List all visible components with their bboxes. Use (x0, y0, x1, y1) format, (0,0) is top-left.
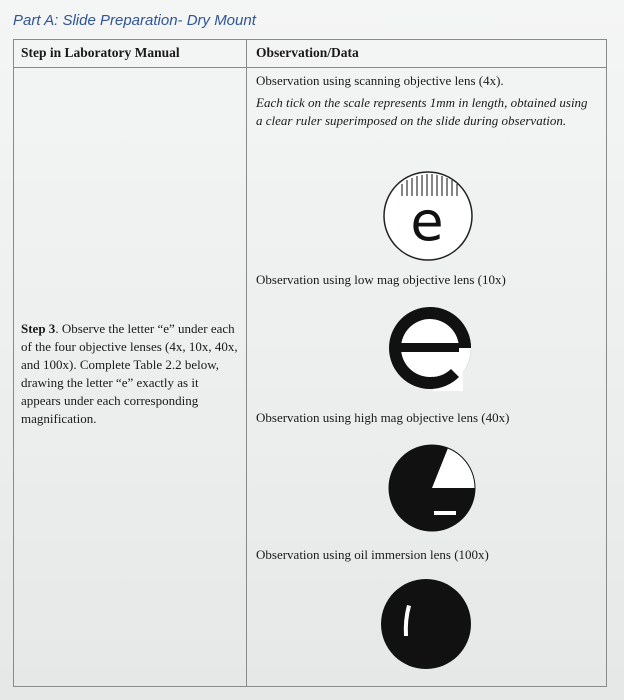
obs-100x-title: Observation using oil immersion lens (100x) (256, 547, 489, 562)
step-label: Step 3 (21, 321, 56, 336)
obs-10x-title: Observation using low mag objective lens (10x) (256, 272, 506, 287)
header-observation: Observation/Data (256, 45, 359, 60)
table-header-row (14, 40, 606, 68)
letter-e-glyph: e (410, 190, 444, 253)
letter-e-4x-icon (378, 168, 482, 264)
header-step: Step in Laboratory Manual (21, 45, 180, 60)
obs-40x-title: Observation using high mag objective lens (40x) (256, 410, 510, 425)
obs-4x-title: Observation using scanning objective lens (4x). (256, 73, 504, 88)
letter-e-100x-icon (380, 578, 472, 670)
observation-table (13, 39, 607, 687)
step-3-instructions (21, 320, 241, 428)
letter-e-10x-icon (387, 305, 473, 391)
part-title: Part A: Slide Preparation- Dry Mount (13, 12, 256, 29)
column-divider (246, 40, 247, 686)
step-body: . Observe the letter “e” under each of the four objective lenses (4x, 10x, 40x, and 100x). Complete Table 2.2 below, drawing the letter “e” exactly as it appears under each corresponding magnification. (21, 321, 238, 426)
obs-4x-note: Each tick on the scale represents 1mm in length, obtained using a clear ruler superimposed on the slide during observation. (256, 95, 588, 128)
letter-e-40x-icon (388, 443, 476, 533)
